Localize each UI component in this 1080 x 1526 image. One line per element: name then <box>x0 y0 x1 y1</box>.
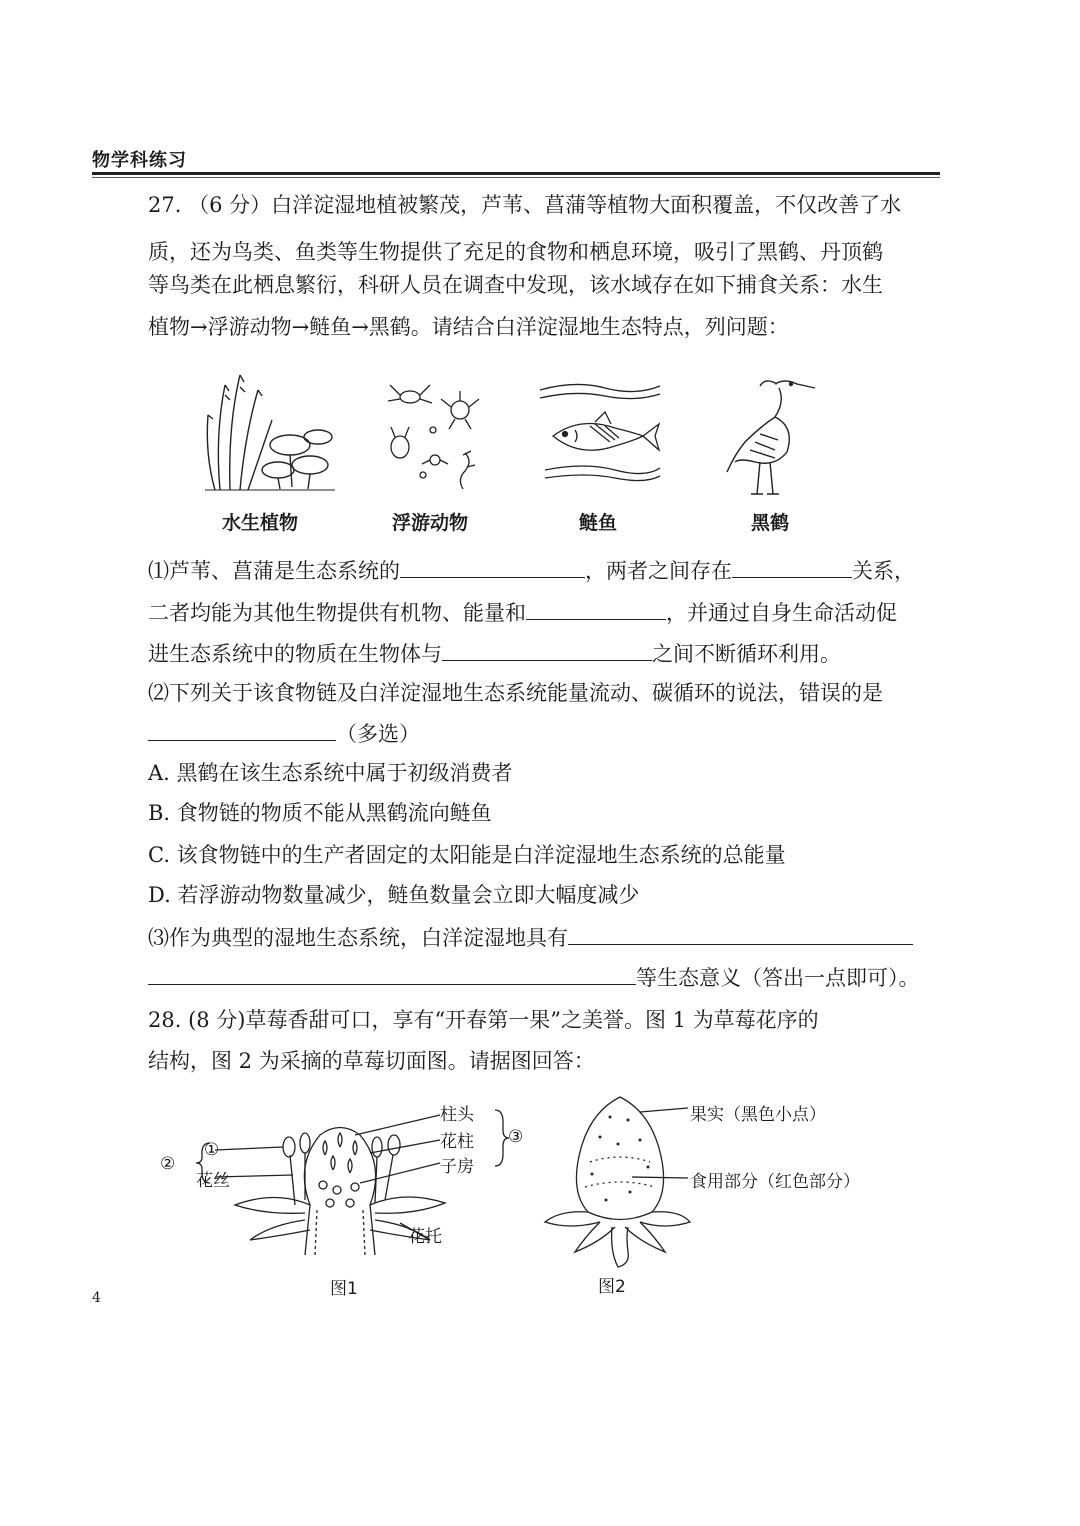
q28-line-1: 28. (8 分)草莓香甜可口，享有“开春第一果”之美誉。图 1 为草莓花序的 <box>148 1008 819 1032</box>
q27-part1-line1 <box>148 555 915 586</box>
header-rule <box>92 172 940 175</box>
option-a: A. 黑鹤在该生态系统中属于初级消费者 <box>148 761 513 785</box>
zooplankton-illustration <box>375 375 495 495</box>
label-receptacle: 花托 <box>408 1227 442 1247</box>
q27-p2-text-b: （多选） <box>336 722 420 746</box>
subject-header: 物学科练习 <box>92 150 187 171</box>
label-circle-1: ① <box>204 1140 220 1160</box>
q27-p1-text-a: ⑴芦苇、菖蒲是生态系统的 <box>148 559 400 583</box>
answer-blank-1[interactable] <box>400 555 585 578</box>
silver-carp-illustration <box>535 378 665 488</box>
q28-line-2: 结构，图 2 为采摘的草莓切面图。请据图回答： <box>148 1049 595 1073</box>
label-fruit-black-dots: 果实（黑色小点） <box>690 1105 826 1125</box>
label-filament: 花丝 <box>196 1171 230 1191</box>
answer-blank-2[interactable] <box>732 555 852 578</box>
label-aquatic-plant: 水生植物 <box>221 512 298 534</box>
header-rule-thin <box>92 177 940 178</box>
q27-part2-line2 <box>148 718 420 749</box>
q27-part1-line2 <box>148 597 897 628</box>
label-silver-carp: 鲢鱼 <box>578 512 617 534</box>
q27-line-2: 质，还为鸟类、鱼类等生物提供了充足的食物和栖息环境，吸引了黑鹤、丹顶鹤 <box>148 240 883 264</box>
q27-p3-text-a: ⑶作为典型的湿地生态系统，白洋淀湿地具有 <box>148 926 568 950</box>
label-stigma: 柱头 <box>440 1105 474 1125</box>
q27-line-4: 植物→浮游动物→鲢鱼→黑鹤。请结合白洋淀湿地生态特点，列问题： <box>148 315 789 339</box>
q27-part2-line1: ⑵下列关于该食物链及白洋淀湿地生态系统能量流动、碳循环的说法，错误的是 <box>148 681 883 705</box>
label-circle-3: ③ <box>508 1127 524 1147</box>
page-number: 4 <box>92 1290 101 1306</box>
label-zooplankton: 浮游动物 <box>391 512 468 534</box>
option-c: C. 该食物链中的生产者固定的太阳能是白洋淀湿地生态系统的总能量 <box>148 843 786 867</box>
strawberry-section-diagram <box>540 1092 700 1272</box>
option-d: D. 若浮游动物数量减少，鲢鱼数量会立即大幅度减少 <box>148 883 640 907</box>
q27-p1-text-d: 二者均能为其他生物提供有机物、能量和 <box>148 601 526 625</box>
answer-blank-3[interactable] <box>526 597 666 620</box>
q27-part1-line3 <box>148 638 841 669</box>
figure-2-caption: 图2 <box>598 1277 626 1297</box>
q27-part3-line1 <box>148 922 913 953</box>
q27-p1-text-g: 之间不断循环利用。 <box>652 642 841 666</box>
figure-1-caption: 图1 <box>330 1279 358 1299</box>
answer-blank-5[interactable] <box>148 718 336 741</box>
q27-p1-text-e: ，并通过自身生命活动促 <box>666 601 897 625</box>
answer-blank-6[interactable] <box>568 922 913 945</box>
q27-p3-text-b: 等生态意义（答出一点即可）。 <box>636 966 920 990</box>
q27-line-3: 等鸟类在此栖息繁衍，科研人员在调查中发现，该水域存在如下捕食关系：水生 <box>148 273 883 297</box>
answer-blank-7[interactable] <box>148 962 636 985</box>
black-crane-illustration <box>715 372 825 497</box>
q27-part3-line2 <box>148 962 920 993</box>
label-ovary: 子房 <box>440 1157 474 1177</box>
q27-p1-text-c: 关系， <box>852 559 915 583</box>
option-b: B. 食物链的物质不能从黑鹤流向鲢鱼 <box>148 801 492 825</box>
label-circle-2: ② <box>160 1154 176 1174</box>
label-edible-part: 食用部分（红色部分） <box>690 1172 860 1192</box>
aquatic-plant-illustration <box>200 365 340 495</box>
label-style: 花柱 <box>440 1132 474 1152</box>
answer-blank-4[interactable] <box>442 638 652 661</box>
q27-p1-text-b: ，两者之间存在 <box>585 559 732 583</box>
q27-line-1: 27. （6 分）白洋淀湿地植被繁茂，芦苇、菖蒲等植物大面积覆盖，不仅改善了水 <box>148 193 902 217</box>
q27-p1-text-f: 进生态系统中的物质在生物体与 <box>148 642 442 666</box>
label-black-crane: 黑鹤 <box>750 512 789 534</box>
